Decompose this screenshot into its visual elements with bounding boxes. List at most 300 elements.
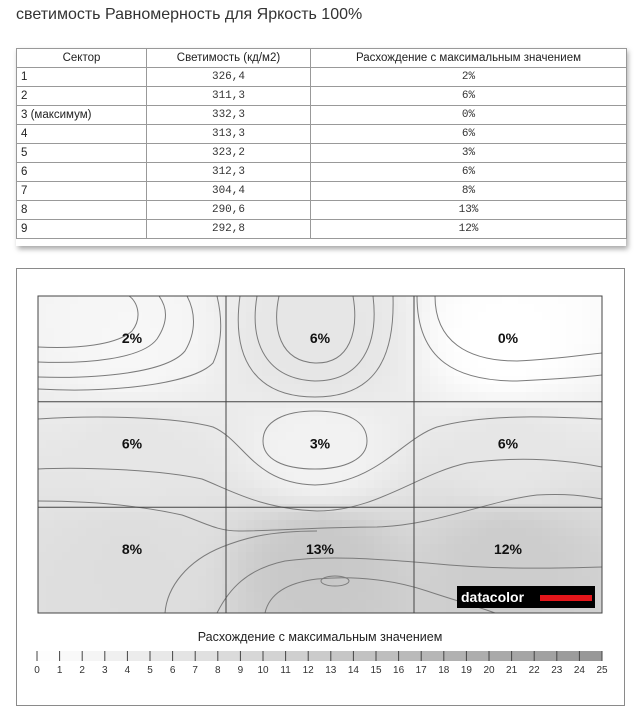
heat-cell — [358, 336, 367, 345]
heat-cell — [374, 512, 383, 521]
heat-cell — [430, 448, 439, 457]
heat-cell — [110, 304, 119, 313]
heat-cell — [510, 560, 519, 569]
heat-cell — [422, 440, 431, 449]
heat-cell — [502, 408, 511, 417]
heat-cell — [230, 512, 239, 521]
heat-cell — [558, 520, 567, 529]
heat-cell — [54, 352, 63, 361]
heat-cell — [526, 536, 535, 545]
heat-cell — [326, 320, 335, 329]
heat-cell — [54, 336, 63, 345]
heat-cell — [334, 560, 343, 569]
heat-cell — [590, 328, 599, 337]
legend-swatch — [37, 651, 60, 661]
heat-cell — [382, 512, 391, 521]
heat-cell — [230, 344, 239, 353]
heat-cell — [182, 368, 191, 377]
heat-cell — [126, 560, 135, 569]
heat-cell — [38, 584, 47, 593]
heat-cell — [150, 504, 159, 513]
heat-cell — [438, 448, 447, 457]
heat-cell — [374, 480, 383, 489]
heat-cell — [414, 592, 423, 601]
heat-cell — [94, 456, 103, 465]
heat-cell — [46, 360, 55, 369]
heat-cell — [390, 344, 399, 353]
heat-cell — [262, 480, 271, 489]
heat-cell — [518, 384, 527, 393]
heat-cell — [526, 560, 535, 569]
heat-cell — [390, 360, 399, 369]
heat-cell — [86, 456, 95, 465]
heat-cell — [494, 576, 503, 585]
heat-cell — [430, 440, 439, 449]
heat-cell — [526, 520, 535, 529]
heat-cell — [566, 408, 575, 417]
heat-cell — [534, 608, 543, 617]
heat-cell — [478, 496, 487, 505]
heat-cell — [62, 472, 71, 481]
heat-cell — [46, 296, 55, 305]
heat-cell — [78, 304, 87, 313]
heat-cell — [318, 496, 327, 505]
heat-cell — [198, 600, 207, 609]
heat-cell — [446, 440, 455, 449]
heat-cell — [158, 552, 167, 561]
cell-sector: 7 — [17, 182, 147, 201]
heat-cell — [70, 520, 79, 529]
heat-cell — [62, 504, 71, 513]
heat-cell — [190, 464, 199, 473]
heat-cell — [390, 352, 399, 361]
heat-cell — [382, 496, 391, 505]
heat-cell — [166, 464, 175, 473]
heat-cell — [246, 344, 255, 353]
heat-cell — [70, 440, 79, 449]
heat-cell — [430, 568, 439, 577]
heat-cell — [302, 608, 311, 617]
heat-cell — [590, 320, 599, 329]
heat-cell — [502, 504, 511, 513]
heat-cell — [62, 456, 71, 465]
heat-cell — [382, 504, 391, 513]
heat-cell — [494, 312, 503, 321]
heat-cell — [158, 576, 167, 585]
heat-cell — [398, 464, 407, 473]
heat-cell — [414, 528, 423, 537]
heat-cell — [174, 592, 183, 601]
heat-cell — [102, 552, 111, 561]
heat-cell — [550, 304, 559, 313]
heat-cell — [422, 544, 431, 553]
heat-cell — [350, 528, 359, 537]
heat-cell — [486, 512, 495, 521]
heat-cell — [590, 448, 599, 457]
legend-swatch — [308, 651, 331, 661]
heat-cell — [294, 600, 303, 609]
heat-cell — [390, 480, 399, 489]
heat-cell — [46, 560, 55, 569]
heat-cell — [526, 456, 535, 465]
heat-cell — [446, 448, 455, 457]
heat-cell — [462, 464, 471, 473]
heat-cell — [190, 480, 199, 489]
heat-cell — [518, 576, 527, 585]
heat-cell — [54, 312, 63, 321]
heat-cell — [478, 504, 487, 513]
heat-cell — [342, 528, 351, 537]
heat-cell — [438, 368, 447, 377]
legend-tick-label: 23 — [551, 665, 563, 676]
heat-cell — [510, 464, 519, 473]
heat-cell — [342, 352, 351, 361]
heat-cell — [150, 520, 159, 529]
heat-cell — [246, 480, 255, 489]
heat-cell — [342, 448, 351, 457]
heat-cell — [102, 464, 111, 473]
legend-title: Расхождение с максимальным значением — [197, 630, 443, 644]
heat-cell — [406, 424, 415, 433]
heat-cell — [374, 536, 383, 545]
heat-cell — [190, 560, 199, 569]
heat-cell — [230, 472, 239, 481]
heat-cell — [286, 424, 295, 433]
heat-cell — [254, 392, 263, 401]
heat-cell — [294, 592, 303, 601]
heat-cell — [550, 464, 559, 473]
heat-cell — [246, 328, 255, 337]
heat-cell — [302, 584, 311, 593]
heat-cell — [582, 440, 591, 449]
heat-cell — [366, 344, 375, 353]
heat-cell — [422, 408, 431, 417]
heat-cell — [486, 464, 495, 473]
heat-cell — [214, 496, 223, 505]
heat-cell — [398, 384, 407, 393]
heat-cell — [246, 520, 255, 529]
heat-cell — [294, 424, 303, 433]
heat-cell — [382, 560, 391, 569]
heat-cell — [470, 360, 479, 369]
heat-cell — [334, 552, 343, 561]
heat-cell — [350, 560, 359, 569]
heat-cell — [590, 568, 599, 577]
heat-cell — [454, 320, 463, 329]
heat-cell — [198, 488, 207, 497]
heat-cell — [374, 448, 383, 457]
heat-cell — [270, 584, 279, 593]
heat-cell — [182, 496, 191, 505]
heat-cell — [470, 336, 479, 345]
heat-cell — [62, 328, 71, 337]
heat-cell — [166, 544, 175, 553]
heat-cell — [318, 512, 327, 521]
heat-cell — [574, 344, 583, 353]
heat-cell — [358, 592, 367, 601]
heat-cell — [422, 344, 431, 353]
heat-cell — [366, 384, 375, 393]
heat-cell — [542, 384, 551, 393]
heat-cell — [422, 352, 431, 361]
heat-cell — [398, 592, 407, 601]
heat-cell — [486, 520, 495, 529]
heat-cell — [414, 352, 423, 361]
heat-cell — [134, 488, 143, 497]
heat-cell — [214, 552, 223, 561]
heat-cell — [534, 296, 543, 305]
heat-cell — [398, 368, 407, 377]
heat-cell — [478, 304, 487, 313]
heat-cell — [62, 384, 71, 393]
heat-cell — [126, 600, 135, 609]
heat-cell — [422, 608, 431, 617]
heat-cell — [198, 504, 207, 513]
heat-cell — [134, 416, 143, 425]
heat-cell — [94, 320, 103, 329]
heat-cell — [198, 512, 207, 521]
heat-cell — [558, 464, 567, 473]
heat-cell — [70, 456, 79, 465]
heat-cell — [94, 576, 103, 585]
heat-cell — [518, 352, 527, 361]
heat-cell — [326, 456, 335, 465]
heat-cell — [310, 384, 319, 393]
heat-cell — [190, 296, 199, 305]
heat-cell — [342, 304, 351, 313]
heat-cell — [566, 608, 575, 617]
heat-cell — [550, 520, 559, 529]
heat-cell — [486, 392, 495, 401]
heat-cell — [62, 344, 71, 353]
heat-cell — [270, 528, 279, 537]
heat-cell — [366, 528, 375, 537]
heat-cell — [494, 320, 503, 329]
heat-cell — [342, 416, 351, 425]
heat-cell — [70, 384, 79, 393]
heat-cell — [534, 504, 543, 513]
heat-cell — [374, 408, 383, 417]
heat-cell — [174, 384, 183, 393]
heat-cell — [558, 496, 567, 505]
heat-cell — [542, 528, 551, 537]
heat-cell — [198, 464, 207, 473]
heat-cell — [174, 328, 183, 337]
heat-cell — [318, 360, 327, 369]
heat-cell — [134, 320, 143, 329]
heat-cell — [262, 552, 271, 561]
heat-cell — [422, 504, 431, 513]
heat-cell — [558, 504, 567, 513]
heat-cell — [182, 392, 191, 401]
heat-cell — [54, 424, 63, 433]
heat-cell — [102, 376, 111, 385]
heat-cell — [558, 408, 567, 417]
heat-cell — [582, 344, 591, 353]
heat-cell — [182, 328, 191, 337]
heat-cell — [158, 520, 167, 529]
heat-cell — [350, 408, 359, 417]
heat-cell — [534, 568, 543, 577]
heat-cell — [302, 504, 311, 513]
heat-cell — [294, 520, 303, 529]
heat-cell — [550, 512, 559, 521]
heat-cell — [78, 496, 87, 505]
heat-cell — [78, 592, 87, 601]
heat-cell — [326, 592, 335, 601]
heat-cell — [46, 320, 55, 329]
legend-tick-label: 2 — [79, 665, 85, 676]
heat-cell — [422, 368, 431, 377]
heat-cell — [190, 440, 199, 449]
heat-cell — [174, 536, 183, 545]
heat-cell — [206, 528, 215, 537]
cell-luminance: 326,4 — [147, 68, 311, 87]
heat-cell — [542, 560, 551, 569]
heat-cell — [446, 600, 455, 609]
heat-cell — [38, 328, 47, 337]
heat-cell — [166, 496, 175, 505]
heat-cell — [150, 512, 159, 521]
heat-cell — [414, 360, 423, 369]
heat-cell — [342, 552, 351, 561]
heat-cell — [54, 512, 63, 521]
heat-cell — [158, 432, 167, 441]
heat-cell — [590, 536, 599, 545]
heat-cell — [182, 320, 191, 329]
heat-cell — [382, 384, 391, 393]
heat-cell — [510, 488, 519, 497]
heat-cell — [142, 448, 151, 457]
heat-cell — [102, 560, 111, 569]
heat-cell — [430, 600, 439, 609]
heat-cell — [134, 528, 143, 537]
heat-cell — [70, 392, 79, 401]
heat-cell — [230, 408, 239, 417]
heat-cell — [398, 448, 407, 457]
heat-cell — [158, 544, 167, 553]
heat-cell — [46, 552, 55, 561]
heat-cell — [582, 536, 591, 545]
heat-cell — [414, 536, 423, 545]
heat-cell — [534, 512, 543, 521]
heat-cell — [494, 608, 503, 617]
heat-cell — [262, 544, 271, 553]
heat-cell — [558, 328, 567, 337]
heat-cell — [190, 312, 199, 321]
heat-cell — [262, 336, 271, 345]
heat-cell — [94, 552, 103, 561]
heat-cell — [326, 416, 335, 425]
heat-cell — [454, 488, 463, 497]
heat-cell — [86, 568, 95, 577]
logo-red-bar — [540, 595, 592, 601]
heat-cell — [526, 344, 535, 353]
heat-cell — [270, 432, 279, 441]
heat-cell — [526, 496, 535, 505]
heat-cell — [334, 304, 343, 313]
heat-cell — [358, 512, 367, 521]
heat-cell — [414, 440, 423, 449]
heat-cell — [462, 424, 471, 433]
heat-cell — [270, 512, 279, 521]
heat-cell — [78, 544, 87, 553]
heat-cell — [582, 424, 591, 433]
heat-cell — [414, 464, 423, 473]
heat-cell — [398, 408, 407, 417]
heat-cell — [182, 480, 191, 489]
heat-cell — [510, 456, 519, 465]
heat-cell — [94, 504, 103, 513]
heat-cell — [486, 576, 495, 585]
heat-cell — [150, 456, 159, 465]
heat-cell — [286, 608, 295, 617]
heat-cell — [238, 568, 247, 577]
heat-cell — [574, 368, 583, 377]
heat-cell — [206, 328, 215, 337]
heat-cell — [150, 480, 159, 489]
heat-cell — [214, 384, 223, 393]
heat-cell — [334, 464, 343, 473]
heat-cell — [254, 480, 263, 489]
heat-cell — [62, 408, 71, 417]
heat-cell — [278, 312, 287, 321]
heat-cell — [46, 328, 55, 337]
heat-cell — [158, 336, 167, 345]
heat-cell — [566, 456, 575, 465]
heat-cell — [398, 528, 407, 537]
heat-cell — [422, 576, 431, 585]
heat-cell — [246, 408, 255, 417]
heat-cell — [46, 576, 55, 585]
heat-cell — [286, 432, 295, 441]
heat-cell — [70, 320, 79, 329]
cell-luminance: 304,4 — [147, 182, 311, 201]
heat-cell — [462, 440, 471, 449]
heat-cell — [294, 584, 303, 593]
heat-cell — [374, 432, 383, 441]
heat-cell — [574, 520, 583, 529]
heat-cell — [254, 448, 263, 457]
heat-cell — [254, 472, 263, 481]
heat-cell — [214, 304, 223, 313]
heat-cell — [430, 344, 439, 353]
heat-cell — [422, 592, 431, 601]
heat-cell — [590, 544, 599, 553]
heat-cell — [326, 472, 335, 481]
heat-cell — [470, 496, 479, 505]
heat-cell — [462, 544, 471, 553]
heat-cell — [38, 520, 47, 529]
heat-cell — [254, 600, 263, 609]
heat-cell — [462, 576, 471, 585]
heat-cell — [590, 608, 599, 617]
heat-cell — [70, 448, 79, 457]
heat-cell — [582, 520, 591, 529]
heat-cell — [78, 568, 87, 577]
heat-cell — [318, 456, 327, 465]
heat-cell — [86, 600, 95, 609]
heat-cell — [254, 584, 263, 593]
heat-cell — [526, 440, 535, 449]
heat-cell — [54, 536, 63, 545]
heat-cell — [302, 568, 311, 577]
heat-cell — [126, 584, 135, 593]
heat-cell — [438, 352, 447, 361]
heat-cell — [350, 440, 359, 449]
heat-cell — [54, 496, 63, 505]
heat-cell — [70, 352, 79, 361]
